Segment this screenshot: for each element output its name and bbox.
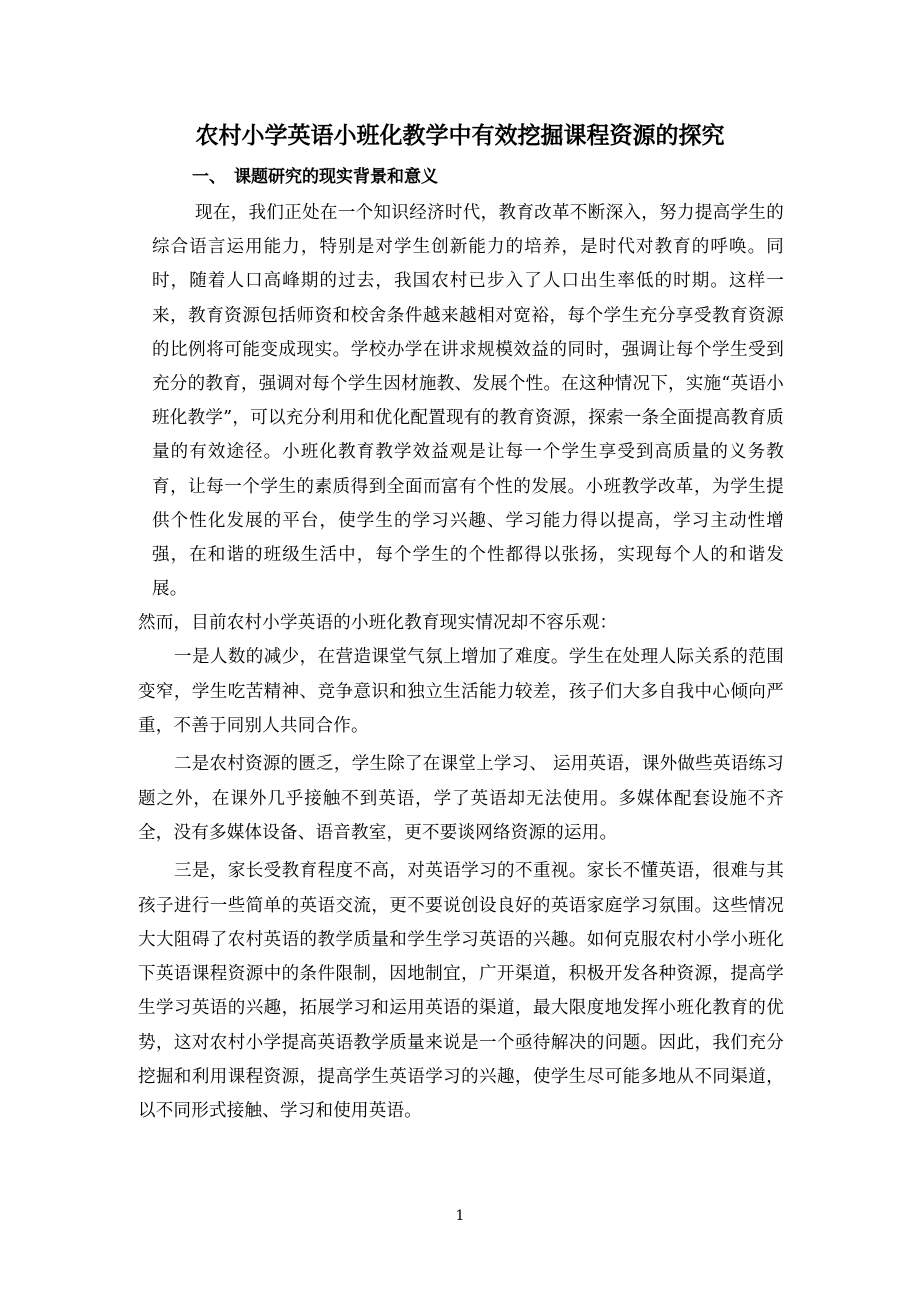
paragraph-point-one: 一是人数的减少，在营造课堂气氛上增加了难度。学生在处理人际关系的范围变窄，学生吃苦精神、竞争意识和独立生活能力较差，孩子们大多自我中心倾向严重，不善于同别人共同合作。 <box>138 647 784 737</box>
section-heading-text: 课题研究的现实背景和意义 <box>234 167 438 187</box>
body-text <box>138 196 784 1129</box>
section-number: 一、 <box>192 167 226 187</box>
paragraph-however: 然而，目前农村小学英语的小班化教育现实情况却不容乐观： <box>138 613 618 634</box>
page-number: 1 <box>455 1208 465 1224</box>
paragraph-background: 现在，我们正处在一个知识经济时代，教育改革不断深入，努力提高学生的综合语言运用能力，特别是对学生创新能力的培养，是时代对教育的呼唤。同时，随着人口高峰期的过去，我国农村已步入了人口出生率低的时期。这样一来，教育资源包括师资和校舍条件越来越相对宽裕，每个学生充分享受教育资源的比例将可能变成现实。学校办学在讲求规模效益的同时，强调让每个学生受到充分的教育，强调对每个学生因材施教、发展个性。在这种情况下，实施“英语小班化教学”，可以充分利用和优化配置现有的教育资源，探索一条全面提高教育质量的有效途径。小班化教育教学效益观是让每一个学生享受到高质量的义务教育，让每一个学生的素质得到全面而富有个性的发展。小班教学改革，为学生提供个性化发展的平台，使学生的学习兴趣、学习能力得以提高，学习主动性增强，在和谐的班级生活中，每个学生的个性都得以张扬，实现每个人的和谐发展。 <box>152 203 784 600</box>
section-heading <box>192 162 438 192</box>
document-title: 农村小学英语小班化教学中有效挖掘课程资源的探究 <box>195 123 725 149</box>
paragraph-point-two: 二是农村资源的匮乏，学生除了在课堂上学习、 运用英语，课外做些英语练习题之外，在课外几乎接触不到英语，学了英语却无法使用。多媒体配套设施不齐全，没有多媒体设备、语音教室，更不要谈网络资源的运用。 <box>138 754 784 843</box>
paragraph-point-three: 三是，家长受教育程度不高，对英语学习的不重视。家长不懂英语，很难与其孩子进行一些简单的英语交流，更不要说创设良好的英语家庭学习氛围。这些情况大大阻碍了农村英语的教学质量和学生学习英语的兴趣。如何克服农村小学小班化下英语课程资源中的条件限制，因地制宜，广开渠道，积极开发各种资源，提高学生学习英语的兴趣，拓展学习和运用英语的渠道，最大限度地发挥小班化教育的优势，这对农村小学提高英语教学质量来说是一个亟待解决的问题。因此，我们充分挖掘和利用课程资源，提高学生英语学习的兴趣，使学生尽可能多地从不同渠道，以不同形式接触、学习和使用英语。 <box>138 861 784 1122</box>
